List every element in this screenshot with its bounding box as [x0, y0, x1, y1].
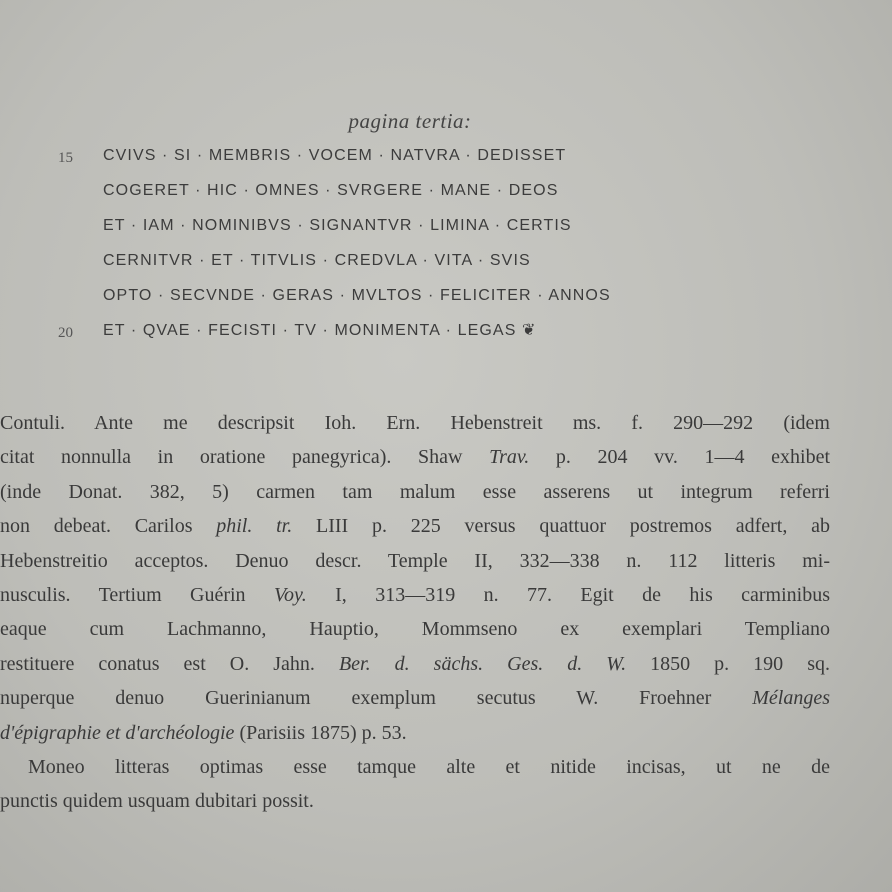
commentary-line — [0, 750, 830, 784]
text-span: non debeat. Carilos — [0, 515, 217, 538]
commentary-line — [0, 440, 830, 474]
line-number: 15 — [58, 150, 73, 166]
inscription-line — [0, 178, 892, 213]
text-span: LIII p. 225 versus quattuor postremos adfert, ab — [292, 515, 830, 538]
commentary-line — [0, 716, 830, 750]
commentary-line — [0, 509, 830, 543]
inscription-block — [0, 143, 892, 353]
text-span: punctis quidem usquam dubitari possit. — [0, 790, 314, 813]
commentary-line — [0, 784, 830, 818]
italic-reference: Voy. — [273, 584, 307, 607]
text-span: 1850 p. 190 sq. — [626, 652, 830, 675]
text-span: Hebenstreitio acceptos. Denuo descr. Temple II, 332—338 n. 112 litteris mi- — [0, 549, 830, 572]
inscription-text: ET · IAM · NOMINIBVS · SIGNANTVR · LIMINA · CERTIS — [103, 217, 572, 234]
text-span: Contuli. Ante me descripsit Ioh. Ern. Hebenstreit ms. f. 290—292 (idem — [0, 412, 830, 434]
commentary-line — [0, 612, 830, 646]
inscription-line — [0, 318, 892, 353]
commentary-line — [0, 578, 830, 612]
italic-reference: phil. tr. — [216, 515, 293, 538]
inscription-line — [0, 143, 892, 178]
commentary-text — [0, 406, 830, 819]
commentary-line — [0, 681, 830, 715]
inscription-text: CVIVS · SI · MEMBRIS · VOCEM · NATVRA · DEDISSET — [103, 147, 567, 164]
inscription-line — [0, 213, 892, 248]
inscription-text: OPTO · SECVNDE · GERAS · MVLTOS · FELICITER · ANNOS — [103, 287, 611, 304]
commentary-line — [0, 406, 830, 440]
text-span: restituere conatus est O. Jahn. — [0, 652, 339, 675]
inscription-text: CERNITVR · ET · TITVLIS · CREDVLA · VITA · SVIS — [103, 252, 531, 269]
line-number: 20 — [58, 325, 73, 341]
text-span: nusculis. Tertium Guérin — [0, 584, 274, 607]
text-span: (Parisiis 1875) p. 53. — [234, 721, 407, 744]
italic-reference: Mélanges — [752, 687, 830, 710]
italic-reference: Trav. — [489, 446, 530, 469]
inscription-line — [0, 248, 892, 283]
commentary-line — [0, 475, 830, 509]
text-span: eaque cum Lachmanno, Hauptio, Mommseno ex exemplari Templiano — [0, 618, 830, 641]
text-span: Moneo litteras optimas esse tamque alte et nitide incisas, ut ne de — [28, 756, 830, 779]
inscription-line — [0, 283, 892, 318]
text-span: (inde Donat. 382, 5) carmen tam malum esse asserens ut integrum referri — [0, 480, 830, 503]
text-span: citat nonnulla in oratione panegyrica). Shaw — [0, 446, 490, 469]
inscription-text: COGERET · HIC · OMNES · SVRGERE · MANE · DEOS — [103, 182, 559, 199]
commentary-line — [0, 647, 830, 681]
commentary-line — [0, 544, 830, 578]
italic-reference: d'épigraphie et d'archéologie — [0, 721, 235, 744]
section-heading: pagina tertia: — [348, 109, 472, 133]
text-span: I, 313—319 n. 77. Egit de his carminibus — [306, 584, 830, 607]
inscription-text: ET · QVAE · FECISTI · TV · MONIMENTA · LEGAS ❦ — [103, 322, 537, 339]
text-span: nuperque denuo Guerinianum exemplum secutus W. Froehner — [0, 687, 753, 710]
text-span: p. 204 vv. 1—4 exhibet — [529, 446, 830, 469]
italic-reference: Ber. d. sächs. Ges. d. W. — [338, 652, 627, 675]
